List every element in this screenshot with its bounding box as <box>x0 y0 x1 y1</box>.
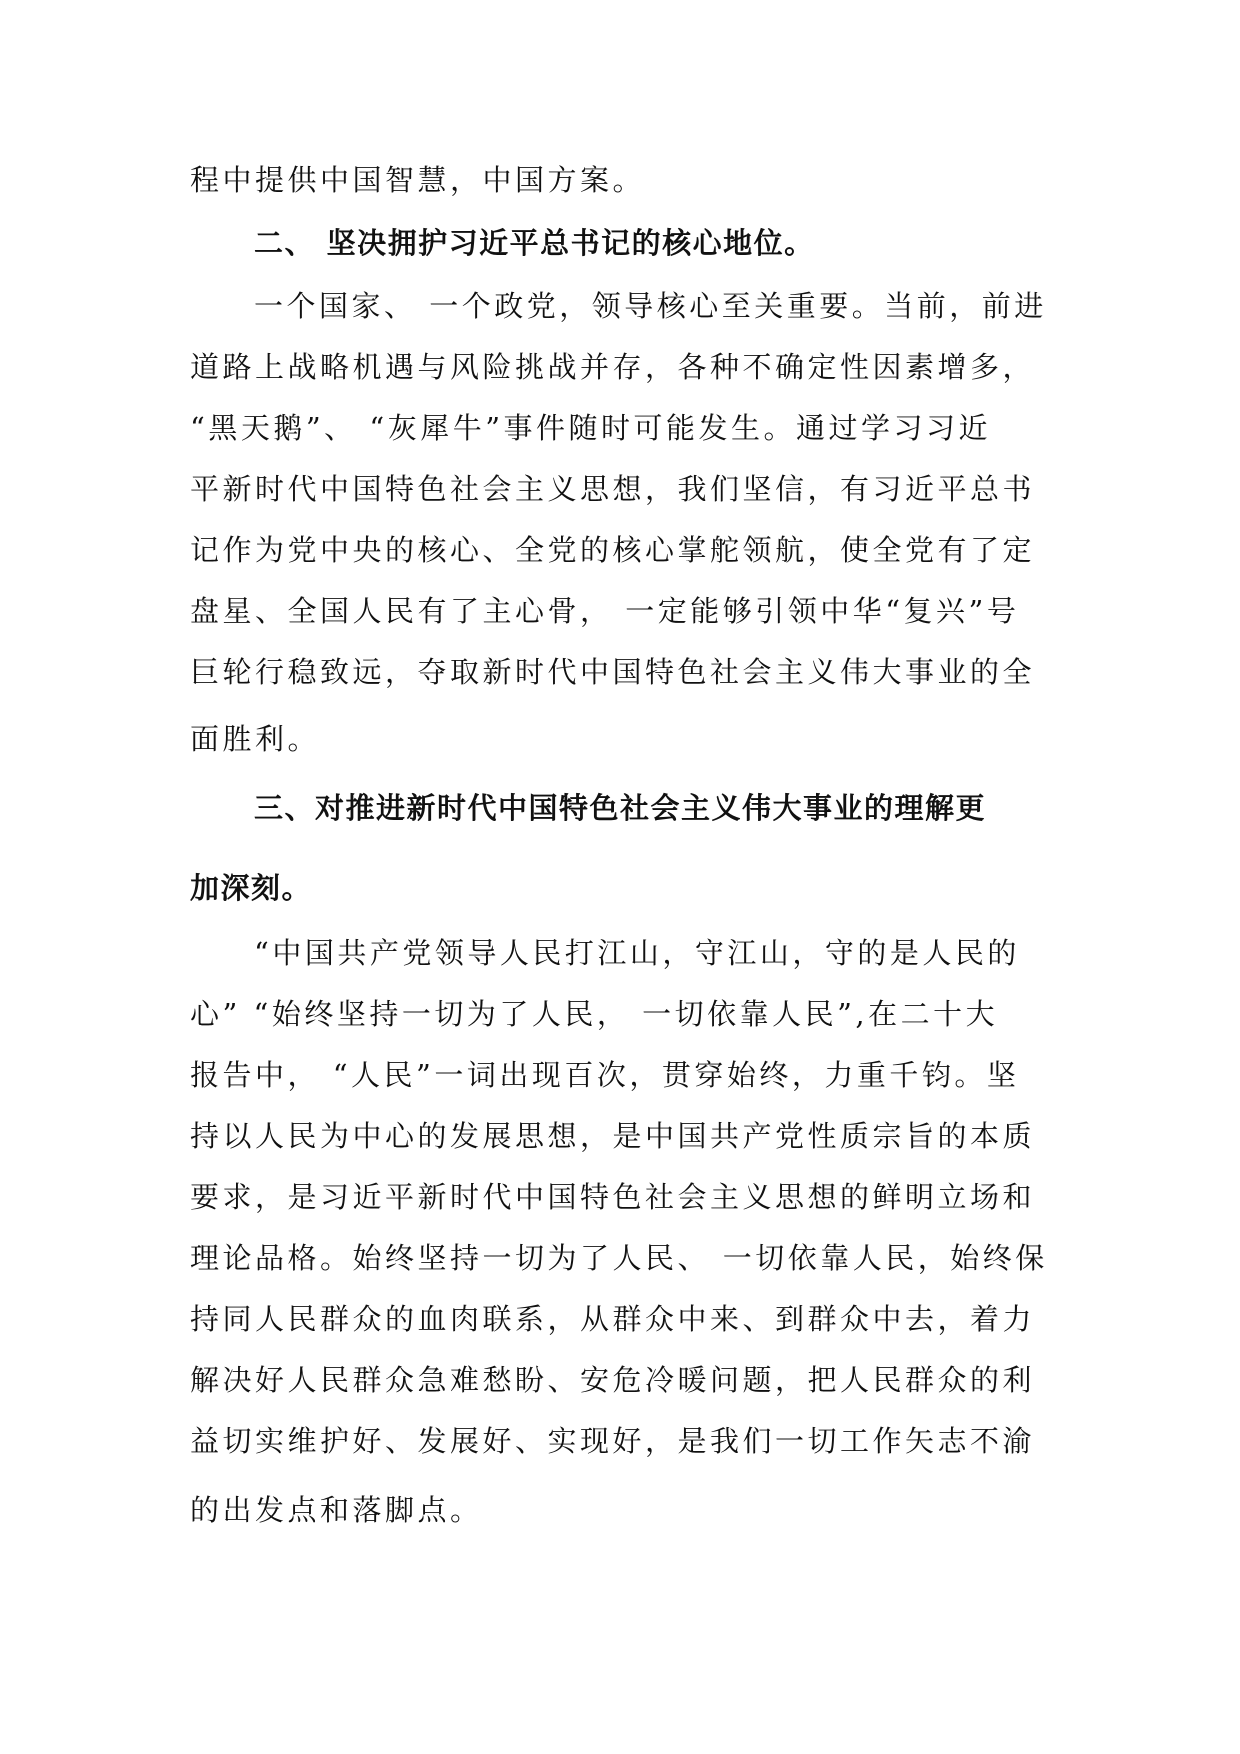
body-text-line: 盘星、全国人民有了主心骨， 一定能够引领中华“复兴”号 <box>190 594 1020 628</box>
body-text-line: “黑天鹅”、 “灰犀牛”事件随时可能发生。通过学习习近 <box>190 411 992 445</box>
body-text-line: 持同人民群众的血肉联系，从群众中来、到群众中去，着力 <box>190 1302 1036 1336</box>
body-text-line: 面胜利。 <box>190 722 321 756</box>
body-text-line: 程中提供中国智慧，中国方案。 <box>190 163 646 197</box>
body-text-line: 道路上战略机遇与风险挑战并存，各种不确定性因素增多， <box>190 350 1036 384</box>
body-text-line: 持以人民为中心的发展思想，是中国共产党性质宗旨的本质 <box>190 1119 1036 1153</box>
section-heading-3-continued: 加深刻。 <box>190 871 313 905</box>
body-text-line: 巨轮行稳致远，夺取新时代中国特色社会主义伟大事业的全 <box>190 655 1036 689</box>
body-text-line: 一个国家、 一个政党，领导核心至关重要。当前，前进 <box>254 289 1047 323</box>
body-text-line: 平新时代中国特色社会主义思想，我们坚信，有习近平总书 <box>190 472 1036 506</box>
body-text-line: 要求，是习近平新时代中国特色社会主义思想的鲜明立场和 <box>190 1180 1036 1214</box>
body-text-line: 报告中， “人民”一词出现百次，贯穿始终，力重千钧。坚 <box>190 1058 1020 1092</box>
body-text-line: 记作为党中央的核心、全党的核心掌舵领航，使全党有了定 <box>190 533 1036 567</box>
body-text-line: 的出发点和落脚点。 <box>190 1493 483 1527</box>
section-heading-3: 三、对推进新时代中国特色社会主义伟大事业的理解更 <box>254 791 987 825</box>
body-text-line: 心” “始终坚持一切为了人民， 一切依靠人民”,在二十大 <box>190 997 999 1031</box>
section-heading-2: 二、 坚决拥护习近平总书记的核心地位。 <box>254 226 815 260</box>
body-text-line: “中国共产党领导人民打江山，守江山，守的是人民的 <box>254 936 1020 970</box>
body-text-line: 益切实维护好、发展好、实现好，是我们一切工作矢志不渝 <box>190 1424 1036 1458</box>
body-text-line: 解决好人民群众急难愁盼、安危冷暖问题，把人民群众的利 <box>190 1363 1036 1397</box>
body-text-line: 理论品格。始终坚持一切为了人民、 一切依靠人民，始终保 <box>190 1241 1048 1275</box>
